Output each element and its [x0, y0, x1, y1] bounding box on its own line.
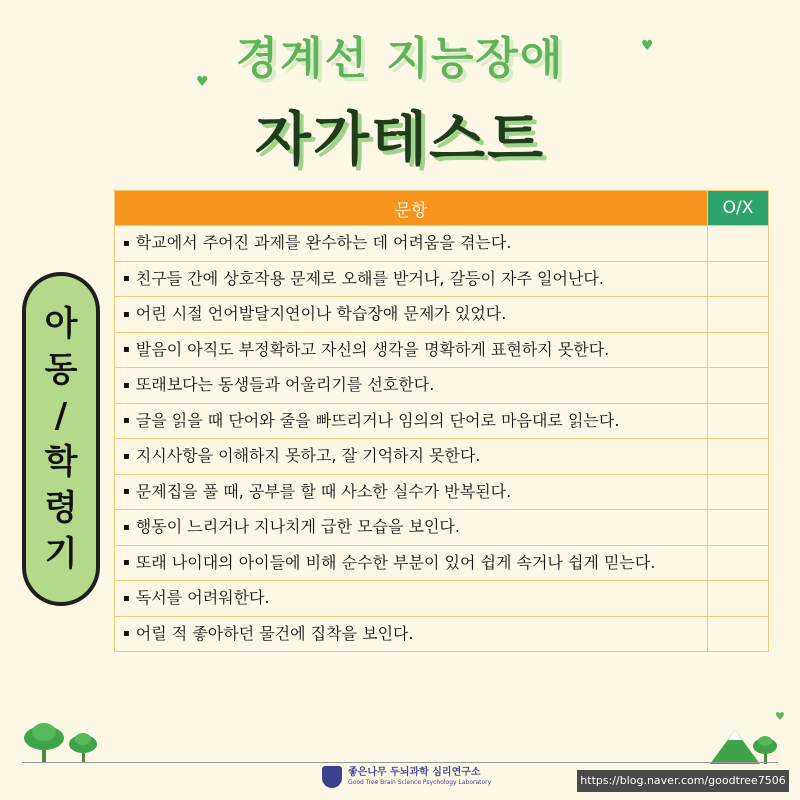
- ox-answer-cell[interactable]: [708, 474, 769, 510]
- ox-answer-cell[interactable]: [708, 297, 769, 333]
- footer-divider: [22, 762, 778, 763]
- checklist-table: [114, 190, 769, 652]
- item-cell: [115, 616, 708, 652]
- blog-url[interactable]: https://blog.naver.com/goodtree7506: [577, 770, 789, 792]
- org-logo: [322, 766, 491, 788]
- item-cell: [115, 474, 708, 510]
- item-text: 친구들 간에 상호작용 문제로 오해를 받거나, 갈등이 자주 일어난다.: [135, 268, 604, 288]
- item-cell: [115, 332, 708, 368]
- heart-icon: ♥: [775, 710, 785, 723]
- item-text: 글을 읽을 때 단어와 줄을 빠뜨리거나 임의의 단어로 마음대로 읽는다.: [135, 410, 620, 430]
- tree-icon: [20, 716, 110, 762]
- bullet-icon: ▪: [123, 628, 130, 639]
- ox-answer-cell[interactable]: [708, 226, 769, 262]
- header-item: 문항: [115, 191, 708, 226]
- table-row: [115, 545, 769, 581]
- tree-icon: [700, 722, 780, 764]
- item-cell: [115, 297, 708, 333]
- age-group-char: 동: [44, 350, 78, 390]
- table-row: [115, 581, 769, 617]
- table-row: [115, 297, 769, 333]
- bullet-icon: ▪: [123, 415, 130, 426]
- item-cell: [115, 581, 708, 617]
- table-row: [115, 368, 769, 404]
- ox-answer-cell[interactable]: [708, 439, 769, 475]
- item-text: 또래보다는 동생들과 어울리기를 선호한다.: [135, 375, 435, 394]
- bullet-icon: ▪: [123, 450, 130, 462]
- bullet-icon: ▪: [123, 344, 130, 355]
- bullet-icon: ▪: [123, 557, 130, 568]
- bullet-icon: ▪: [123, 521, 130, 533]
- age-group-char: 기: [44, 534, 78, 574]
- bullet-icon: ▪: [123, 237, 130, 249]
- ox-answer-cell[interactable]: [708, 368, 769, 404]
- title-line-1: 경계선 지능장애: [235, 33, 565, 84]
- heart-icon: ♥: [196, 74, 209, 90]
- table-row: [115, 474, 769, 510]
- bullet-icon: ▪: [123, 379, 130, 391]
- table-row: [115, 616, 769, 652]
- item-text: 발음이 아직도 부정확하고 자신의 생각을 명확하게 표현하지 못한다.: [135, 339, 610, 359]
- item-cell: [115, 226, 708, 262]
- title-line-2: 자가테스트: [254, 105, 546, 173]
- ox-answer-cell[interactable]: [708, 261, 769, 297]
- age-group-label: [22, 272, 100, 606]
- ox-answer-cell[interactable]: [708, 545, 769, 581]
- age-group-char: 아: [44, 304, 78, 344]
- item-text: 또래 나이대의 아이들에 비해 순수한 부분이 있어 쉽게 속거나 쉽게 믿는다.: [135, 552, 656, 572]
- table-row: [115, 332, 769, 368]
- bullet-icon: ▪: [123, 592, 130, 604]
- table-row: [115, 261, 769, 297]
- item-text: 독서를 어려워한다.: [135, 588, 270, 607]
- item-cell: [115, 439, 708, 475]
- table-row: [115, 510, 769, 546]
- heart-icon: ♥: [641, 38, 654, 54]
- item-text: 행동이 느리거나 지나치게 급한 모습을 보인다.: [135, 517, 460, 536]
- bullet-icon: ▪: [123, 273, 130, 284]
- item-text: 지시사항을 이해하지 못하고, 잘 기억하지 못한다.: [135, 446, 481, 465]
- item-cell: [115, 403, 708, 439]
- table-row: [115, 439, 769, 475]
- item-text: 어린 시절 언어발달지연이나 학습장애 문제가 있었다.: [135, 304, 507, 323]
- table-row: [115, 226, 769, 262]
- header-ox: O/X: [708, 191, 769, 226]
- item-cell: [115, 510, 708, 546]
- bullet-icon: ▪: [123, 486, 130, 497]
- item-text: 학교에서 주어진 과제를 완수하는 데 어려움을 겪는다.: [135, 233, 512, 252]
- tree-emblem-icon: [322, 766, 342, 788]
- bullet-icon: ▪: [123, 308, 130, 320]
- item-cell: [115, 261, 708, 297]
- ox-answer-cell[interactable]: [708, 403, 769, 439]
- item-text: 문제집을 풀 때, 공부를 할 때 사소한 실수가 반복된다.: [135, 481, 512, 501]
- org-name: 좋은나무 두뇌과학 심리연구소: [348, 767, 481, 778]
- age-group-char: 령: [44, 488, 78, 528]
- item-cell: [115, 368, 708, 404]
- ox-answer-cell[interactable]: [708, 616, 769, 652]
- table-row: [115, 403, 769, 439]
- ox-answer-cell[interactable]: [708, 510, 769, 546]
- table-header-row: [115, 191, 769, 226]
- item-text: 어릴 적 좋아하던 물건에 집착을 보인다.: [135, 623, 414, 643]
- org-subtitle: Good Tree Brain Science Psychology Laboratory: [348, 779, 492, 786]
- age-group-char: 학: [44, 442, 78, 482]
- item-cell: [115, 545, 708, 581]
- ox-answer-cell[interactable]: [708, 332, 769, 368]
- age-group-char: /: [54, 396, 68, 436]
- ox-answer-cell[interactable]: [708, 581, 769, 617]
